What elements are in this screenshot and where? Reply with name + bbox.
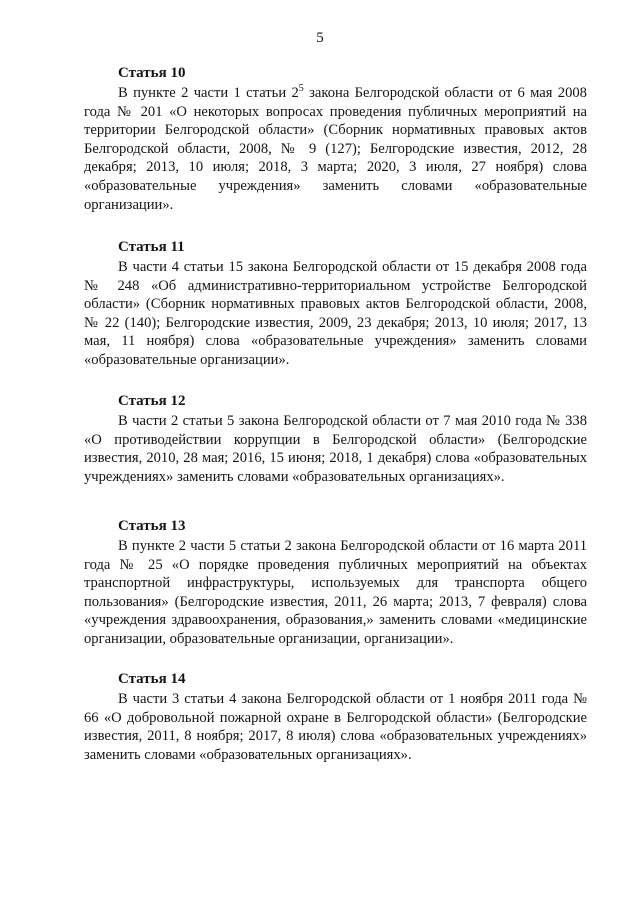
- article-11: [84, 238, 587, 370]
- article-14: [84, 670, 587, 764]
- article-heading: Статья 13: [118, 518, 186, 534]
- article-text: [84, 84, 587, 214]
- article-text-part: В пункте 2 части 1 статьи 2: [118, 85, 299, 101]
- article-10: [84, 64, 587, 214]
- article-text: В части 3 статьи 4 закона Белгородской области от 1 ноября 2011 года № 66 «О добровольной пожарной охране в Белгородской области» (Белгородские известия, 2011, 8 ноября; 2017, 8 июля) слова «образовательных учреждениях» заменить словами «образовательных организациях».: [84, 691, 587, 763]
- article-heading: Статья 11: [118, 239, 185, 255]
- article-text-part: закона Белгородской области от 6 мая 2008 года № 201 «О некоторых вопросах проведения публичных мероприятий на территории Белгородской области» (Сборник нормативных правовых актов Белгородской области, 2008, № 9 (127); Белгородские известия, 2012, 28 декабря; 2013, 10 июля; 2018, 3 марта; 2020, 3 июля, 27 ноября) слова «образовательные учреждения» заменить словами «образовательные организации».: [84, 85, 587, 213]
- article-13: [84, 517, 587, 649]
- article-heading: Статья 14: [118, 671, 186, 687]
- article-12: [84, 392, 587, 486]
- article-heading: Статья 12: [118, 393, 186, 409]
- article-text: В пункте 2 части 5 статьи 2 закона Белгородской области от 16 марта 2011 года № 25 «О порядке проведения публичных мероприятий на объектах транспортной инфраструктуры, используемых для транспорта общего пользования» (Белгородские известия, 2011, 26 марта; 2013, 7 февраля) слова «учреждения здравоохранения, образования,» заменить словами «медицинские организации, образовательные организации, организации».: [84, 538, 587, 647]
- superscript: 5: [298, 83, 304, 95]
- page-number: 5: [316, 30, 324, 46]
- article-text: В части 4 статьи 15 закона Белгородской области от 15 декабря 2008 года № 248 «Об административно-территориальном устройстве Белгородской области» (Сборник нормативных правовых актов Белгородской области, 2008, № 22 (140); Белгородские известия, 2009, 23 декабря; 2013, 10 июля; 2017, 13 мая, 11 ноября) слова «образовательные учреждения» заменить словами «образовательные организации».: [84, 259, 587, 368]
- article-text: В части 2 статьи 5 закона Белгородской области от 7 мая 2010 года № 338 «О противодействии коррупции в Белгородской области» (Белгородские известия, 2010, 28 мая; 2016, 15 июня; 2018, 1 декабря) слова «образовательных учреждениях» заменить словами «образовательных организациях».: [84, 413, 587, 485]
- article-heading: Статья 10: [118, 65, 186, 81]
